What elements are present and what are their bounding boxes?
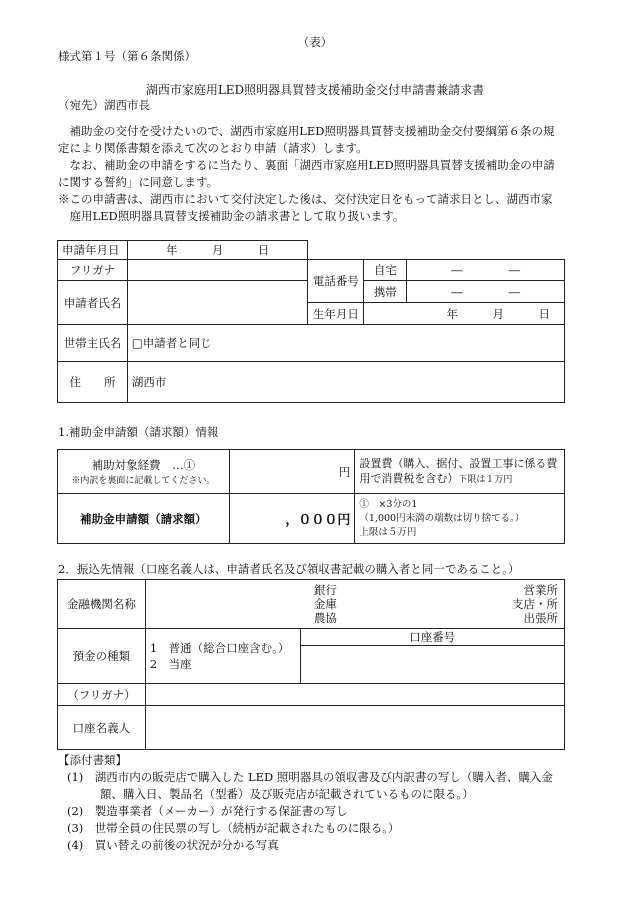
- deposit-type-label: 預金の種類: [58, 629, 146, 684]
- bank-type-list: [314, 583, 337, 625]
- intro-line: 庭用LED照明器具買替支援補助金の請求書として取り扱います。: [58, 209, 405, 223]
- attachment-item: (2) 製造事業者（メーカー）が発行する保証書の写し: [67, 804, 348, 818]
- intro-line: なお、補助金の申請をするに当たり、裏面「湖西市家庭用LED照明器具買替支援補助金の申請: [58, 158, 555, 172]
- birth-date-field[interactable]: 年 月 日: [364, 303, 565, 325]
- branch-type-shutchosho: 出張所: [523, 611, 558, 625]
- birth-date-label: 生年月日: [308, 303, 364, 325]
- date-field[interactable]: 年 月 日: [127, 241, 308, 260]
- attachment-item: 額、購入日、製品名（型番）及び販売店が記載されているものに限る。）: [100, 787, 474, 801]
- deposit-type-options[interactable]: [145, 629, 300, 684]
- account-holder-field[interactable]: [145, 706, 564, 750]
- install-cost-note: [355, 450, 565, 494]
- branch-type-list: [512, 583, 558, 625]
- attachments-section: [58, 752, 553, 854]
- deposit-option-current[interactable]: 2 当座: [149, 657, 192, 671]
- householder-label: 世帯主氏名: [58, 325, 128, 362]
- subsidy-amount-field[interactable]: ，０００円: [229, 494, 355, 544]
- bank-name-label: 金融機関名称: [58, 580, 146, 629]
- calculation-rounding: （1,000円未満の端数は切り捨てる。）: [359, 512, 525, 524]
- bank-type-ginko: 銀行: [313, 583, 337, 597]
- deposit-option-ordinary[interactable]: 1 普通（総合口座含む。）: [149, 641, 290, 655]
- home-phone-label: 自宅: [364, 260, 407, 281]
- bank-type-nokyo: 農協: [313, 611, 337, 625]
- phone-label: 電話番号: [308, 260, 364, 303]
- applicant-table: [57, 240, 565, 403]
- furigana-field[interactable]: [127, 260, 308, 281]
- date-label: 申請年月日: [58, 241, 128, 260]
- address-field[interactable]: 湖西市: [127, 362, 564, 403]
- page-side-label: （表）: [297, 35, 333, 49]
- attachment-item: (4) 買い替えの前後の状況が分かる写真: [67, 838, 279, 852]
- form-number: 様式第１号（第６条関係）: [58, 49, 196, 63]
- attachment-item: (3) 世帯全員の住民票の写し（続柄が記載されたものに限る。）: [67, 821, 400, 835]
- section2-heading: 2．振込先情報（口座名義人は、申請者氏名及び領収書記載の購入者と同一であること。）: [58, 562, 520, 576]
- address-label: 住 所: [58, 362, 128, 403]
- mobile-phone-label: 携帯: [364, 281, 407, 303]
- intro-line: 定により関係書類を添えて次のとおり申請（請求）します。: [58, 141, 368, 155]
- account-number-field[interactable]: [300, 646, 564, 684]
- applicant-name-label: 申請者氏名: [58, 281, 128, 325]
- furigana-label: フリガナ: [58, 260, 128, 281]
- eligible-cost-title: 補助対象経費 …①: [91, 458, 196, 472]
- branch-type-eigyosho: 営業所: [523, 583, 558, 597]
- holder-furigana-label: （フリガナ）: [58, 684, 146, 706]
- bank-table: [57, 579, 565, 750]
- subsidy-amount-label: 補助金申請額（請求額）: [58, 494, 230, 544]
- branch-type-shiten: 支店・所: [512, 597, 558, 611]
- intro-line: 補助金の交付を受けたいので、湖西市家庭用LED照明器具買替支援補助金交付要綱第６条の規: [58, 124, 555, 138]
- subsidy-table: [57, 449, 565, 544]
- account-holder-label: 口座名義人: [58, 706, 146, 750]
- install-cost-text: 設置費（購入、据付、設置工事に係る費用で消費税を含む）: [359, 456, 558, 485]
- intro-line: ※この申請書は、湖西市において交付決定した後は、交付決定日をもって請求日とし、湖西市家: [58, 192, 553, 206]
- attachment-item: (1) 湖西市内の販売店で購入した LED 照明器具の領収書及び内訳書の写し（購入者、購入金: [67, 770, 553, 784]
- calculation-formula: ① ×3分の1: [359, 498, 418, 510]
- applicant-name-field[interactable]: [127, 281, 308, 325]
- addressee: （宛先）湖西市長: [58, 98, 150, 112]
- bank-type-kinko: 金庫: [313, 597, 337, 611]
- install-cost-limit: 下限は１万円: [458, 474, 513, 485]
- calculation-cap: 上限は５万円: [359, 526, 417, 538]
- bank-name-field[interactable]: [145, 580, 564, 629]
- form-title: 湖西市家庭用LED照明器具買替支援補助金交付申請書兼請求書: [145, 83, 485, 97]
- householder-checkbox[interactable]: □申請者と同じ: [127, 325, 564, 362]
- account-number-label: 口座番号: [300, 629, 564, 646]
- calculation-note: [355, 494, 565, 544]
- section1-heading: 1.補助金申請額（請求額）情報: [58, 425, 219, 439]
- home-phone-field[interactable]: ― ―: [407, 260, 565, 281]
- attachments-heading: 【添付書類】: [58, 753, 127, 767]
- eligible-cost-note: ※内訳を裏面に記載してください。: [71, 476, 216, 486]
- holder-furigana-field[interactable]: [145, 684, 564, 706]
- mobile-phone-field[interactable]: ― ―: [407, 281, 565, 303]
- eligible-cost-label: [58, 450, 230, 494]
- intro-line: に関する誓約」に同意します。: [58, 175, 219, 189]
- eligible-cost-field[interactable]: 円: [229, 450, 355, 494]
- intro-paragraph: [58, 123, 578, 225]
